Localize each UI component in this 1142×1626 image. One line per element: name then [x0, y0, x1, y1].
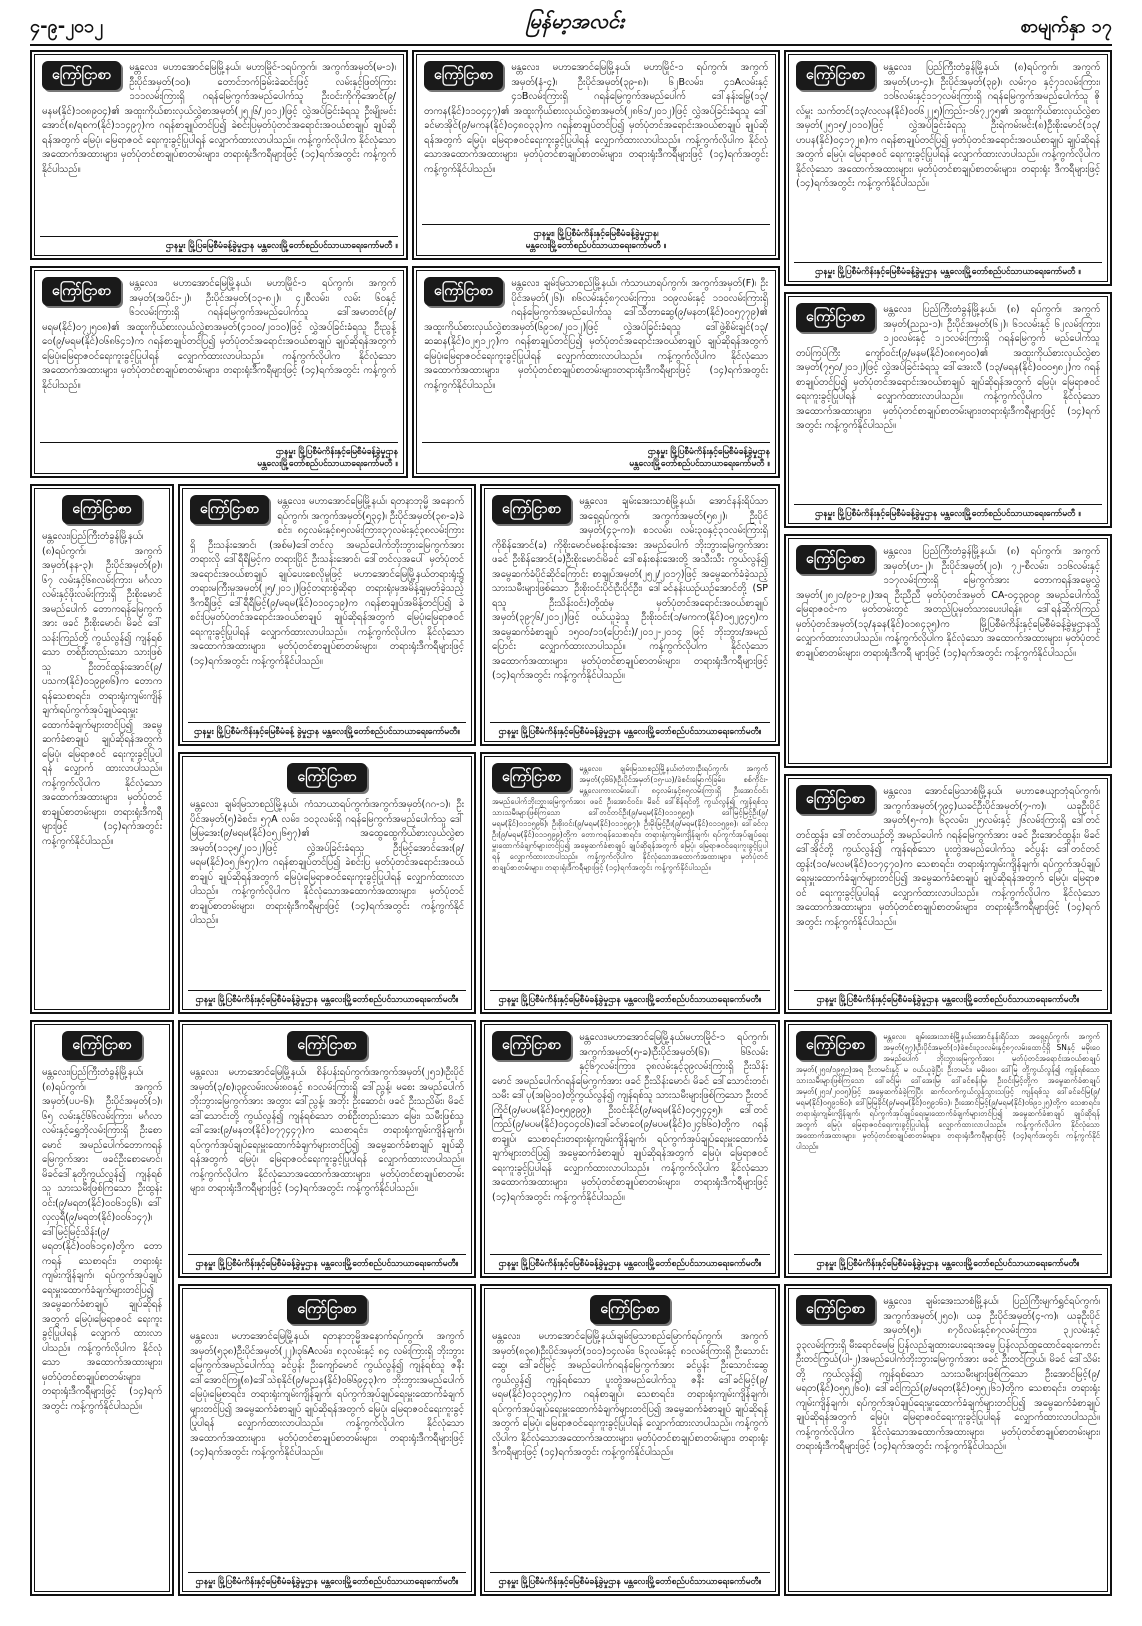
- notice-footer: [422, 224, 770, 252]
- legal-notice: [480, 1020, 780, 1278]
- notice-badge: ကြော်ငြာစာ: [424, 61, 503, 90]
- notice-footer: [422, 442, 770, 470]
- notice-badge: ကြော်ငြာစာ: [62, 495, 141, 524]
- legal-notice: [178, 1020, 476, 1278]
- notice-badge: ကြော်ငြာစာ: [796, 785, 875, 814]
- notice-badge: ကြော်ငြာစာ: [796, 545, 875, 574]
- notice-footer: [40, 236, 398, 252]
- notice-footer-line: မန္တလေးမြို့တော်စည်ပင်သာယာရေးကော်မတီ ။: [525, 241, 667, 251]
- notice-footer-line: ဌာနမှူး မြို့ပြစီမံကိန်းနှင့်မြေစီမံခန့်ခွဲမှုဌာန: [275, 447, 398, 457]
- notice-footer-line: ဌာနမှူး မြို့ပြစီမံကိန်းနှင့်မြေစီမံခန့်ခွဲမှုဌာန မန္တလေးမြို့တော်စည်ပင်သာယာရေးကော်မတီ။: [195, 1577, 459, 1587]
- notice-body: မန္တလေး၊ ချမ်းမြသာစည်မြို့နယ်၊ ကံသာယာရပ်ကွက်၊ အကွက်အမှတ်(F)၊ ဦးပိုင်အမှတ်(၂၆)၊ ၈၆လမ်းနှင့်၈၇လမ်းကြား၊ ၁၀၉လမ်းနှင့် ၁၁၀လမ်းကြားရှိ ဂရန်မြေကွက်အမည်ပေါက်သူ ဒေါ်သီတာဆွေ(၉/မနတ(နိုင်)၀၀၅၇၇၉)၏ အထူးကိုယ်စားလှယ်လွှဲစာအမှတ်(၆၉၁၈/၂၀၁၂)ဖြင့် လွှဲအပ်ခြင်းခံရသူ ဒေါ်ဖွဲ့စိမ်းချင်(၁၃/ဆဆန(နိုင်)၀၂၅၁၂၇)က ဂရန်စာချုပ်တင်ပြ၍ မှတ်ပုံတင်အရောင်းအဝယ်စာချုပ် ချုပ်ဆိုရန်အတွက် မြေပုံ၊မြေရာဇဝင်ရေးကူးခွင့်ပြုပါရန် လျှောက်ထားလာပါသည်။ ကန့်ကွက်လိုပါက နိုင်လုံသောအထောက်အထားများ၊ မှတ်ပုံတင်စာချုပ်စာတမ်းများ၊တရားရုံးဒီကရီများဖြင့် (၁၄)ရက်အတွင်း ကန့်ကွက်နိုင်ပါသည်။: [424, 278, 768, 391]
- notice-footer-line: ဌာနမှူး မြို့ပြမြေစီမံခန့်ခွဲမှုဌာန မန္တလေးမြို့တော်စည်ပင်သာယာရေးကော်မတီ ။: [165, 241, 398, 251]
- legal-notice: [480, 752, 780, 1014]
- page-number: စာမျက်နှာ ၁၇: [1020, 16, 1112, 37]
- notice-footer: [490, 1572, 770, 1588]
- notice-badge: ကြော်ငြာစာ: [796, 1031, 875, 1060]
- notice-footer: [490, 722, 770, 738]
- notice-footer: [188, 1254, 466, 1270]
- notice-footer-line: ဌာနမှူး မြို့ပြစီမံကိန်းနှင့်မြေစီမံခန့်ခွဲမှုဌာန မန္တလေးမြို့တော်စည်ပင်သာယာရေးကော်မတီ ။: [815, 267, 1081, 277]
- notice-body: မန္တလေး၊ မဟာအောင်မြေမြို့နယ်၊ ရတနာဘုမ္မိအနောက်ရပ်ကွက်၊ အကွက်အမှတ်(၅၃၈)ဦးပိုင်အမှတ်(၂၂)၊၃၆Aလမ်း၊ ၈၃လမ်းနှင့် ၈၄ လမ်းကြားရှိ ဘိုးဘွားမြေကွက်အမည်ပေါက်သူ ခင်ပွန်း ဦးကျော်မောင် ကွယ်လွန်၍ ကျန်ရစ်သူ ဇနီး ဒေါ်အောင်ကြူ(၈)ဒေါ်သဲစုနိုင်(၉/မညန(နိုင်)၀၆၆၉၄၃)က ဘိုးဘွားအမည်ပေါက် မြေပုံ၊မြေစာရင်း၊ တရားရုံးကျမ်းကျိန်ချက်၊ ရပ်ကွက်အုပ်ချုပ်ရေးမှူးထောက်ခံချက်များတင်ပြ၍ အမွေဆက်ခံစာချုပ် ချုပ်ဆိုရန်အတွက် မြေပုံ၊ မြေရာဇဝင်ရေးကူးခွင့်ပြုပါရန် လျှောက်ထားလာပါသည်။ ကန့်ကွက်လိုပါက နိုင်လုံသောအထောက်အထားများ၊ မှတ်ပုံတင်စာချုပ်စာတမ်းများ၊ တရားရုံးဒီကရီများဖြင့် (၁၄)ရက်အတွင်း ကန့်ကွက်နိုင်ပါသည်။: [190, 1331, 464, 1458]
- notice-footer-line: ဌာနမှူး၊ မြို့ပြစီမံကိန်းနှင့်မြေစီမံခန့်ခွဲမှုဌာန၊: [533, 229, 659, 239]
- legal-notice: [784, 1284, 1112, 1596]
- notice-body: မန္တလေး၊ မဟာအောင်မြေမြို့နယ်၊ချမ်းမြသာစည်မြောက်ရပ်ကွက်၊ အကွက်အမှတ်(၈၃၈)၊ဦးပိုင်အမှတ်(၁၀၁)၁၄လမ်း၊ ၆၃လမ်းနှင့် ၈၁လမ်းကြားရှိ ဦးသောင်းဆွေ၊ ဒေါ်ခင်မြင့် အမည်ပေါက်ဂရန်မြေကွက်အား ခင်ပွန်း ဦးသောင်းဆွေ ကွယ်လွန်၍ ကျန်ရစ်သော ပူးတွဲအမည်ပေါက်သူ ဇနီး ဒေါ်ခင်မြင့်(၉/မရမ(နိုင်)၀၃၁၃၅၄)က ဂရန်စာချုပ်၊ သေစာရင်း၊ တရားရုံးကျမ်းကျိန်ချက်၊ ရပ်ကွက်အုပ်ချုပ်ရေးမှူးထောက်ခံချက်များတင်ပြ၍ အမွေဆက်ခံစာချုပ် ချုပ်ဆိုရန်အတွက် မြေပုံ၊ မြေရာဇဝင်ရေးကူးခွင့်ပြုပါရန် လျှောက်ထားလာပါသည်။ ကန့်ကွက်လိုပါက နိုင်လုံသောအထောက်အထားများ၊ မှတ်ပုံတင်စာချုပ်စာတမ်းများ၊ တရားရုံးဒီကရီများဖြင့် (၁၄)ရက်အတွင်း ကန့်ကွက်နိုင်ပါသည်။: [492, 1331, 768, 1458]
- notice-badge: ကြော်ငြာစာ: [492, 1031, 571, 1060]
- notice-body: မန္တလေး၊ပြည်ကြီးတံခွန်မြို့နယ်၊ (၈)ရပ်ကွက်၊ အကွက်အမှတ်(ပပ-၆)၊ ဦးပိုင်အမှတ်(၁)၊ ၆၅ လမ်းနှင့်၆၆လမ်းကြား၊ မင်္ဂလာလမ်းနှင့်ရွှေဘိုလမ်းကြားရှိ ဦးစောမောင် အမည်ပေါက်တောကရန်မြေကွက်အား ဖခင်ဦးစောမောင်၊မိခင်ဒေါ်နုတို့ကွယ်လွန်၍ ကျန်ရစ်သူ သားသမီးဖြစ်ကြသော ဦးထွန်းဝင်း(၉/မရတ(နိုင်)၀၀၆၁၄၆)၊ ဒေါ်လှလှရီ(၉/မရတ(နိုင်)၀၀၆၁၄၇)၊ ဒေါ်မြင့်မြင့်သိန်း(၉/မရတ(နိုင်)၀၀၆၁၄၈)တို့က တောကရန် သေစာရင်း၊ တရားရုံးကျမ်းကျိန်ချက်၊ ရပ်ကွက်အုပ်ချုပ်ရေးမှူးထောက်ခံချက်များတင်ပြ၍ အမွေဆက်ခံစာချုပ် ချုပ်ဆိုရန်အတွက် မြေပုံ၊မြေရာဇဝင် ရေးကူးခွင့်ပြုပါရန် လျှောက် ထားလာပါသည်။ ကန့်ကွက်လိုပါက နိုင်လုံသော အထောက်အထားများ၊မှတ်ပုံတင်စာချုပ်စာတမ်းများ၊ တရားရုံးဒီကရီများဖြင့် (၁၄)ရက်အတွင်း ကန့်ကွက်နိုင်ပါသည်။: [42, 1067, 162, 1412]
- notice-body: မန္တလေး၊ ချမ်းအေးသာစံမြို့နယ်၊ အောင်နန်းရိပ်သာ အရှေ့ရပ်ကွက်၊ အကွက်အမှတ်(၅၈၂)၊ ဦးပိုင်အမှတ်(၄၃-က)၊ စ၁လမ်း၊ လမ်း၃၀နှင့်၃၁လမ်းကြားရှိ ကိုစိန်အောင်(ခ) ကိုစိုးမောင်မစန်းစန်းအေး အမည်ပေါက် ဘိုးဘွားမြေကွက်အား ဖခင် ဦးစိန်အောင်(ခ)ဦးစိုးမောင်၊မိခင် ဒေါ်စန်းစန်းအေးတို့ အသီးသီး ကွယ်လွန်၍ အမွေဆက်ခံပိုင်ဆိုင်ကြောင်း စာချုပ်အမှတ်(၂၅၂/၂၀၁၇)ဖြင့် အမွေဆက်ခံခဲ့သည့် သားသမီးများဖြစ်သော ဦးစိုးဝင်းပိုင်၊ဦးပိုင်ဦး၊ ဒေါ်ခင်နန်းယဉ်ယဉ်အောင်တို့ (SP ရသူ ဦးသိန်းဝင်း)တို့ထံမှ မှတ်ပုံတင်အရောင်းအဝယ်စာချုပ်အမှတ်(၃၉၇၆/၂၀၁၂)ဖြင့် ဝယ်ယူခဲ့သူ ဦးစိုးဝင်း(၁/မကက(နိုင်)၀၅၂၉၄၅)က အမွေဆက်ခံစာချုပ် ၁၅၀၀/၁၁(ပြောင်း)/၂၀၁၂-၂၀၁၄ ဖြင့် ဘိုးဘွား/အမည်ပြောင်း လျှောက်ထားလာပါသည်။ ကန့်ကွက်လိုပါက နိုင်လုံသော အထောက်အထားများ၊ မှတ်ပုံတင်စာချုပ်စာတမ်းများ၊ တရားရုံးဒီကရီများဖြင့် (၁၄)ရက်အတွင်း ကန့်ကွက်နိုင်ပါသည်။: [492, 496, 768, 681]
- legal-notice: [480, 484, 780, 746]
- notice-footer-line: ဌာနမှူး မြို့ပြစီမံကိန်းနှင့်မြေစီမံခန့်ခွဲမှုဌာန မန္တလေးမြို့တော်စည်ပင်သာယာရေးကော်မတီ။: [498, 1577, 762, 1587]
- legal-notice: [178, 752, 476, 1014]
- notice-footer-line: မန္တလေးမြို့တော်စည်ပင်သာယာရေးကော်မတီ ။: [629, 459, 770, 469]
- notice-badge: ကြော်ငြာစာ: [590, 1295, 669, 1324]
- notice-footer-line: ဌာနမှူး မြို့ပြစီမံကိန်းနှင့်မြေစီမံခန့်ခွဲမှုဌာန မန္တလေးမြို့တော်စည်ပင်သာယာရေးကော်မတီ ။: [815, 509, 1081, 519]
- notice-body: မန္တလေး၊ ချမ်းအေးသာစံမြို့နယ်၊ ပြည်ကြီးမျက်ရွှင်ရပ်ကွက်၊အကွက်အမှတ်(၂၅၀)၊ ယခု ဦးပိုင်အမှတ်(၄-က)၊ ယခုဦးပိုင်အမှတ်(၅)၊ ၈၇ဝိလမ်းနှင့်၈၇လမ်းကြား၊ ၃၂လမ်းနှင့် ၃၃လမ်းကြားရှိ မီးရောင်မေမြ ပြန်လည်ချထားပေးရေးအမွေ ပြန်လည်ထူထောင်ရေးကောင်း ဦးတင်ကြွယ်(ပါ-၂)အမည်ပေါက်ဘိုးဘွားမြေကွက်အား ဖခင် ဦးတင်ကြွယ်၊ မိခင် ဒေါ်သိမ်းတို့ ကွယ်လွန်၍ ကျန်ရစ်သော သားသမီးများဖြစ်ကြသော ဦးအောင်မြင့်(၉/မရတ(နိုင်)၀၅၅၂၆၀)၊ ဒေါ်ခင်ကြည်(၉/မရတ(နိုင်)၀၅၅၂၆၁)တို့က သေစာရင်း၊ တရားရုံးကျမ်းကျိန်ချက်၊ ရပ်ကွက်အုပ်ချုပ်ရေးမှူးထောက်ခံချက်များတင်ပြ၍ အမွေဆက်ခံစာချုပ် ချုပ်ဆိုရန်အတွက် မြေပုံ၊ မြေရာဇဝင်ရေးကူးခွင့်ပြုပါရန် လျှောက်ထားလာပါသည်။ ကန့်ကွက်လိုပါက နိုင်လုံသောအထောက်အထားများ၊ မှတ်ပုံတင်စာချုပ်စာတမ်းများ၊ တရားရုံးဒီကရီများဖြင့် (၁၄)ရက်အတွင်း ကန့်ကွက်နိုင်ပါသည်။: [796, 1296, 1100, 1452]
- notice-footer: [794, 1254, 1102, 1270]
- notice-footer-line: မန္တလေးမြို့တော်စည်ပင်သာယာရေးကော်မတီ ။: [257, 459, 398, 469]
- legal-notice: [30, 266, 408, 478]
- notice-footer: [794, 990, 1102, 1006]
- notice-footer-line: ဌာနမှူး မြို့ပြစီမံကိန်းနှင့်မြေစီမံခန့်ခွဲမှုဌာန မန္တလေးမြို့တော်စည်ပင်သာယာရေးကော်မတီ။: [816, 995, 1080, 1005]
- notice-body: မန္တလေး၊ ပြည်ကြီးတံခွန်မြို့နယ်၊ (၈)ရပ်ကွက်၊ အကွက်အမှတ်(ဟ-၄)၊ ဦးပိုင်အမှတ်(၃၉)၊ လမ်း၇၀ နှင့်၇၁လမ်းကြား၊ ၁၁၆လမ်းနှင့်၁၁၇လမ်းကြားရှိ ဂရန်မြေကွက်အမည်ပေါက်သူ ဇိုလ်မှူး သက်တင်(၁၃/လလန(နိုင်)၀၀၆၂၂၅)ကြည်း-၁၆၇၂၇၅၏ အထူးကိုယ်စားလှယ်လွှဲစာအမှတ်(၂၅၁၅/၂၀၁၀)ဖြင့် လွှဲအပ်ခြင်းခံရသူ ဦးရဲကမ်းမင်း(၈)ဦးစိုးမောင်(၁၃/ဟပန(နိုင်)၀၄၁၇၂၈)က ဂရန်စာချုပ်တင်ပြ၍ မှတ်ပုံတင်အရောင်းအဝယ်စာချုပ် ချုပ်ဆိုရန်အတွက် မြေပုံ၊ မြေရာဇဝင် ရေးကူးခွင့်ပြုပါရန် လျှောက်ထားလာပါသည်။ ကန့်ကွက်လိုပါက နိုင်လုံသော အထောက်အထားများ၊ မှတ်ပုံတင်စာချုပ်စာတမ်းများ၊ တရားရုံး ဒီကရီများဖြင့် (၁၄)ရက်အတွင်း ကန့်ကွက်နိုင်ပါသည်။: [796, 62, 1100, 189]
- notice-badge: ကြော်ငြာစာ: [492, 763, 571, 792]
- notice-footer: [490, 990, 770, 1006]
- legal-notice: [784, 774, 1112, 1014]
- masthead: [30, 8, 1112, 46]
- notice-badge: ကြော်ငြာစာ: [62, 1031, 141, 1060]
- notice-body: မန္တလေး၊ မဟာအောင်မြေမြို့နယ်၊ ရတနာဘုမ္မိ အနောက်ရပ်ကွက်၊ အကွက်အမှတ်(၅၃၄)၊ ဦးပိုင်အမှတ်(၃၈-ခ)ခဲစင်း၊ ၈၄လမ်းနှင့်၈၅လမ်းကြား၊၃၇လမ်းနှင့်၃၈လမ်းကြားရှိ ဦးသန်းအောင်၊ (အစ်မ)ဒေါ်တင်လှ အမည်ပေါက်ဘိုးဘွားမြေကွက်အား တရားလို ဒေါ်ရီရီမြင့်က တရားပြိုင် ဦးသန်းအောင်၊ ဒေါ်တင်လှအပေါ် မှတ်ပုံတင်အရောင်းအဝယ်စာချုပ် ချုပ်ပေးစေလိုမှုဖြင့် မဟာအောင်မြေမြို့နယ်တရားရုံး၌ တရားမကြီးမှုအမှတ်(၂၅/၂၀၁၂)ဖြင့်တရားစွဲဆိုရာ တရားရုံးမှအမိန့်ချမှတ်ခဲ့သည့်ဒီကရီဖြင့် ဒေါ်ရီရီမြင့်(၉/မရမ(နိုင်)၀၁၀၄၁၉)က ဂရန်စာချုပ်အမိန့်တင်ပြ၍ ခဲစင်းပြမှတ်ပုံတင်အရောင်းအဝယ်စာချုပ် ချုပ်ဆိုရန်အတွက် မြေပုံ၊မြေရာဇဝင်ရေးကူးခွင့်ပြုပါရန် လျှောက်ထားလာပါသည်။ ကန့်ကွက်လိုပါက နိုင်လုံသောအထောက်အထားများ၊ မှတ်ပုံတင်စာချုပ်စာတမ်းများ၊ တရားရုံးဒီကရီများဖြင့် (၁၄)ရက်အတွင်း ကန့်ကွက်နိုင်ပါသည်။: [190, 496, 464, 667]
- notice-badge: ကြော်ငြာစာ: [424, 277, 503, 306]
- notice-badge: ကြော်ငြာစာ: [796, 1295, 875, 1324]
- notice-badge: ကြော်ငြာစာ: [190, 495, 269, 524]
- notice-badge: ကြော်ငြာစာ: [287, 1031, 366, 1060]
- notice-body: မန္တလေး၊ပြည်ကြီးတံခွန်မြို့နယ်၊ (၈)ရပ်ကွက်၊ အကွက်အမှတ်(နန-၃)၊ ဦးပိုင်အမှတ်(၉)၊ ၆၇ လမ်းနှင့်၆၈လမ်းကြား၊ မင်္ဂလာလမ်းနှင့်ဖိုးလမ်းကြားရှိ ဦးစိုးမောင် အမည်ပေါက် တောကရန်မြေကွက်အား ဖခင် ဦးစိုးမောင်၊ မိခင် ဒေါ်သန်းကြည်တို့ ကွယ်လွန်၍ ကျန်ရစ်သော တစ်ဦးတည်းသော သားဖြစ်သူ ဦးတင်ထွန်းအောင်(၉/ပသက(နိုင်)၀၁၉၉၈၆)က တောကရန်သေစာရင်း၊ တရားရုံးကျမ်းကျိန်ချက်၊ရပ်ကွက်အုပ်ချုပ်ရေးမှူးထောက်ခံချက်များတင်ပြ၍ အမွေဆက်ခံစာချုပ် ချုပ်ဆိုရန်အတွက် မြေပုံ၊ မြေရာဇဝင် ရေးကူးခွင့်ပြုပါရန် လျှောက် ထားလာပါသည်။ ကန့်ကွက်လိုပါက နိုင်လုံသောအထောက်အထားများ၊ မှတ်ပုံတင်စာချုပ်စာတမ်းများ၊ တရားရုံးဒီကရီများဖြင့် (၁၄)ရက်အတွင်း ကန့်ကွက်နိုင်ပါသည်။: [42, 531, 162, 847]
- notice-body: မန္တလေး၊ မဟာအောင်မြေမြို့နယ်၊ စိန်ပန်းရပ်ကွက်၊အကွက်အမှတ်(၂၅၁)၊ဦးပိုင်အမှတ်(၃/စ)၊၃၉လမ်း၊လမ်း၈၀နှင့် ၈၁လမ်းကြားရှိ ဒေါ်ညွန့်၊ မစေး အမည်ပေါက် ဘိုးဘွားမြေကွက်အား အတွား ဒေါ်ညွန့်၊ အဘိုး ဦးဆောင်၊ ဖခင် ဦးသညိမ်း၊ မိခင် ဒေါ်သောင်းတို့ ကွယ်လွန်၍ ကျန်ရစ်သော တစ်ဦးတည်းသော မြေး၊ သမီးဖြစ်သူ ဒေါ်အေး(၉/မနတ(နိုင်)၀၇၇၄၄၇)က သေစာရင်း၊ တရားရုံးကျမ်းကျိန်ချက်၊ ရပ်ကွက်အုပ်ချုပ်ရေးမှူးထောက်ခံချက်များတင်ပြ၍ အမွေဆက်ခံစာချုပ် ချုပ်ဆိုရန်အတွက် မြေပုံ၊ မြေရာဇဝင်ရေးကူးခွင့်ပြုပါရန် လျှောက်ထားလာပါသည်။ ကန့်ကွက်လိုပါက နိုင်လုံသောအထောက်အထားများ၊ မှတ်ပုံတင်စာချုပ်စာတမ်းများ၊ တရားရုံးဒီကရီများဖြင့် (၁၄)ရက်အတွင်း ကန့်ကွက်နိုင်ပါသည်။: [190, 1067, 464, 1194]
- notice-footer: [490, 1254, 770, 1270]
- notice-body: မန္တလေး၊ မဟာအောင်မြေမြို့နယ်၊ မဟာမြိုင်-၁ ရပ်ကွက်၊ အကွက်အမှတ်(နံ-၄)၊ ဦးပိုင်အမှတ်(၃၉-၈)၊ ၆၂Bလမ်း၊ ၄၁Aလမ်းနှင့် ၄၁Bလမ်းကြားရှိ ဂရန်မြေကွက်အမည်ပေါက် ဒေါ်နန်းမြွေ(၁၃/တကန(နိုင်)၁၁၀၄၄၇)၏ အထူးကိုယ်စားလှယ်လွှဲစာအမှတ်(၂၈၆၁/၂၀၁၂)ဖြင့် လွှဲအပ်ခြင်းခံရသူ ဒေါ်ခင်မာအိုင်(၉/မကန(နိုင်)၀၄၈၀၃၃)က ဂရန်စာချုပ်တင်ပြ၍ မှတ်ပုံတင်အရောင်းအဝယ်စာချုပ် ချုပ်ဆိုရန်အတွက် မြေပုံ၊ မြေရာဇဝင်ရေးကူးခွင့်ပြုပါရန် လျှောက်ထားလာပါသည်။ ကန့်ကွက်လိုပါက နိုင်လုံသောအထောက်အထားများ၊ မှတ်ပုံတင်စာချုပ်စာတမ်းများ၊ တရားရုံးဒီကရီများဖြင့် (၁၄)ရက်အတွင်း ကန့်ကွက်နိုင်ပါသည်။: [424, 62, 768, 175]
- newspaper-logo: မြန်မာ့အလင်း: [525, 9, 625, 33]
- notice-footer-line: ဌာနမှူး မြို့ပြစီမံကိန်းနှင့်မြေစီမံခန့်ခွဲမှုဌာန မန္တလေးမြို့တော်စည်ပင်သာယာရေးကော်မတီ။: [195, 1259, 459, 1269]
- notice-footer: [794, 504, 1102, 520]
- notice-body: မန္တလေး၊မဟာအောင်မြေမြို့နယ်၊မဟာမြိုင်-၁ ရပ်ကွက်၊အကွက်အမှတ်(၅-ခ)၊ဦးပိုင်အမှတ်(၆)၊ ၆၆လမ်းနှင့်၆၇လမ်းကြား၊ ၃၈လမ်းနှင့်၃၉လမ်းကြားရှိ ဦးသိန်းမောင် အမည်ပေါက်ဂရန်မြေကွက်အား ဖခင် ဦးသိန်းမောင်၊ မိခင် ဒေါ်သောင်းတင်၊ သမီး ဒေါ်ပု(အမြဲ၁၀)တို့ကွယ်လွန်၍ ကျန်ရစ်သူ သားသမီးများဖြစ်ကြသော ဦးတင်ကြိုင်(၉/မပမ(နိုင်)၀၅၅၉၉၉)၊ ဦးဝင်းနိုင်(၉/မရမ(နိုင်)၀၄၅၄၄၅)၊ ဒေါ်တင်ကြည်(၉/မပမ(နိုင်)၀၄၀၄၀၆)၊ဒေါ်ခင်မာဝေ(၉/မပမ(နိုင်)၀၂၄၆၆၀)တို့က ဂရန်စာချုပ်၊ သေစာရင်း၊တရားရုံးကျမ်းကျိန်ချက်၊ ရပ်ကွက်အုပ်ချုပ်ရေးမှူးထောက်ခံချက်များတင်ပြ၍ အမွေဆက်ခံစာချုပ် ချုပ်ဆိုရန်အတွက် မြေပုံ၊ မြေရာဇဝင်ရေးကူးခွင့်ပြုပါရန် လျှောက်ထားလာပါသည်။ ကန့်ကွက်လိုပါက နိုင်လုံသောအထောက်အထားများ၊ မှတ်ပုံတင်စာချုပ်စာတမ်းများ၊ တရားရုံးဒီကရီများဖြင့် (၁၄)ရက်အတွင်း ကန့်ကွက်နိုင်ပါသည်။: [492, 1032, 768, 1203]
- legal-notice: [784, 1020, 1112, 1278]
- notice-footer-line: ဌာနမှူး မြို့ပြစီမံကိန်းနှင့်မြေစီမံခန့်ခွဲမှုဌာန မန္တလေးမြို့တော်စည်ပင်သာယာရေးကော်မတီ။: [195, 995, 459, 1005]
- legal-notice: [784, 534, 1112, 768]
- notice-footer-line: ဌာနမှူး မြို့ပြစီမံကိန်းနှင့်မြေစီမံခန့်ခွဲမှုဌာန မန္တလေးမြို့တော်စည်ပင်သာယာရေးကော်မတီ။: [498, 727, 762, 737]
- notice-body: မန္တလေး၊ အောင်မြေသာစံမြို့နယ်၊ မဟာဇေယျာဘုံရပ်ကွက်၊အကွက်အမှတ်(၇၉၄)ယခင်ဦးပိုင်အမှတ်(၇-က)၊ ယခုဦးပိုင်အမှတ်(၅-က)၊ ၆၃လမ်း၊ ၂၅လမ်းနှင့် ၂၆လမ်းကြားရှိ ဒေါ်တင်တင်ထွန်း၊ ဒေါ်တင်တယဉ်တို့ အမည်ပေါက် ဂရန်မြေကွက်အား ဖခင် ဦးအောင်ထွန်း၊ မိခင် ဒေါ်အိုင်တို့ ကွယ်လွန်၍ ကျန်ရစ်သော ပူးတွဲအမည်ပေါက်သူ ခင်ပွန်း ဒေါ်တင်တင်ထွန်း(၁၀/မလမ(နိုင်)၀၁၇၄၇၀)က သေစာရင်း၊ တရားရုံးကျမ်းကျိန်ချက်၊ ရပ်ကွက်အုပ်ချုပ်ရေးမှူးထောက်ခံချက်များတင်ပြ၍ အမွေဆက်ခံစာချုပ် ချုပ်ဆိုရန်အတွက် မြေပုံ၊ မြေရာဇဝင် ရေးကူးခွင့်ပြုပါရန် လျှောက်ထားလာပါသည်။ ကန့်ကွက်လိုပါက နိုင်လုံသော အထောက်အထားများ၊ မှတ်ပုံတင်စာချုပ်စာတမ်းများ၊ တရားရုံးဒီကရီများဖြင့် (၁၄)ရက်အတွင်း ကန့်ကွက်နိုင်ပါသည်။: [796, 786, 1100, 928]
- issue-date: ၄-၉-၂၀၁၂: [30, 16, 104, 37]
- notice-badge: ကြော်ငြာစာ: [796, 61, 875, 90]
- notice-footer: [40, 442, 398, 470]
- notice-footer-line: ဌာနမှူး မြို့ပြစီမံကိန်းနှင့်မြေစီမံခန့်ခွဲမှုဌာန မန္တလေးမြို့တော်စည်ပင်သာယာရေးကော်မတီ။: [816, 1259, 1080, 1269]
- notice-footer-line: ဌာနမှူး မြို့ပြစီမံကိန်းနှင့်မြေစီမံခန့်ခွဲမှုဌာန မန္တလေးမြို့တော်စည်ပင်သာယာရေးကော်မတီ။: [498, 1259, 762, 1269]
- notice-body: မန္တလေး၊ မဟာအောင်မြေမြို့နယ်၊ မဟာမြိုင်-၁ရပ်ကွက်၊ အကွက်အမှတ်(မ-၁)၊ ဦးပိုင်အမှတ်(၁၀)၊ တောင်ဘက်ခြမ်းခဲဆင်းဖြင့် လမ်းနှင့်ဖြတ်ကြား ၁၁၁လမ်းကြားရှိ ဂရန်မြေကွက်အမည်ပေါက်သူ ဦးဝင်းကိုကိုအောင်(၉/မနမ(နိုင်)၁၀၈၉၀၄)၏ အထူးကိုယ်စားလှယ်လွှဲစာအမှတ်(၂၅၂၆/၂၀၁၂)ဖြင့် လွှဲအပ်ခြင်းခံရသူ ဦးမျိုးမင်းအောင်(၈/ရစက(နိုင်)၁၁၄၉၇)က ဂရန်စာချုပ်တင်ပြ၍ ခဲစင်းပြမှတ်ပုံတင်အရောင်းအဝယ်စာချုပ် ချုပ်ဆိုရန်အတွက် မြေပုံ၊ မြေရာဇဝင် ရေးကူးခွင့်ပြုပါရန် လျှောက်ထားလာပါသည်။ ကန့်ကွက်လိုပါက နိုင်လုံသောအထောက်အထားများ၊ မှတ်ပုံတင်စာချုပ်စာတမ်းများ၊ တရားရုံးဒီကရီများဖြင့် (၁၄)ရက်အတွင်း ကန့်ကွက်နိုင်ပါသည်။: [42, 62, 396, 175]
- notice-body: မန္တလေး၊ ချမ်းမြသာစည်မြို့နယ်၊ ကံသာယာရပ်ကွက်၊အကွက်အမှတ်(ဂဂ-၁)၊ ဦးပိုင်အမှတ်(၅)ခဲစင်း၊ ၅၇A လမ်း၊ ၁၀၃လမ်းရှိ ဂရန်မြေကွက်အမည်ပေါက်သူ ဒေါ်မြမြအေး(၉/မရမ(နိုင်)၀၅၂၆၅၇)၏ အထွေထွေကိုယ်စားလှယ်လွှဲစာအမှတ်(၁၁၃၅/၂၀၁၂)ဖြင့် လွှဲအပ်ခြင်းခံရသူ ဦးမြင့်အောင်အေး(၉/မရမ(နိုင်)၀၅၂၆၅၇)က ဂရန်စာချုပ်တင်ပြ၍ ခဲစင်းပြ မှတ်ပုံတင်အရောင်းအဝယ်စာချုပ် ချုပ်ဆိုရန်အတွက် မြေပုံ၊မြေရာဇဝင်ရေးကူးခွင့်ပြုပါရန် လျှောက်ထားလာပါသည်။ ကန့်ကွက်လိုပါက နိုင်လုံသောအထောက်အထားများ၊ မှတ်ပုံတင်စာချုပ်စာတမ်းများ၊ တရားရုံးဒီကရီများဖြင့် (၁၄)ရက်အတွင်း ကန့်ကွက်နိုင်ပါသည်။: [190, 799, 464, 926]
- notice-footer: [188, 990, 466, 1006]
- notice-badge: ကြော်ငြာစာ: [796, 303, 875, 332]
- notice-footer-line: ဌာနမှူး မြို့ပြစီမံကိန်းနှင့်မြေစီမံခန့်ခွဲမှုဌာန: [647, 447, 770, 457]
- notice-footer: [188, 722, 466, 738]
- notice-body: မန္တလေး၊ ပြည်ကြီးတံခွန်မြို့နယ်၊ (၈) ရပ်ကွက်၊ အကွက်အမှတ်(ဟ-၂)၊ ဦးပိုင်အမှတ်(၂၀)၊ ၇၂-စီလမ်း၊ ၁၁၆လမ်းနှင့် ၁၁၇လမ်းကြားရှိ မြေကွက်အား တောကရန်အမွေလွှဲအမှတ်(၂၈၂၀/၉၁-၉၂)အရ ဦးညီညီ မှတ်ပုံတင်အမှတ် CA-၀၄၃၉၀၉ အမည်ပေါက်သို့ မြေရာဇဝင်-က မှတ်တမ်းတွင် အတည်ပြုမှတ်သားပေးပါရန်။ ဒေါ်ရန်ဆိုက်ကြည် မှတ်ပုံတင်အမှတ်(၁၃/နခန(နိုင်)၀၁၈၄၃၅)က မြို့ပြစီမံကိန်းနှင့်မြေစီမံခန့်ခွဲမှုဌာနသို့ လျှောက်ထားလာပါသည်။ ကန့်ကွက်လိုပါက နိုင်လုံသော အထောက်အထားများ၊ မှတ်ပုံတင်စာချုပ်စာတမ်းများ၊ တရားရုံးဒီကရီ များဖြင့် (၁၄)ရက်အတွင်း ကန့်ကွက်နိုင်ပါသည်။: [796, 546, 1100, 659]
- notice-body: မန္တလေး၊ ပြည်ကြီးတံခွန်မြို့နယ်၊ (၈) ရပ်ကွက်၊ အကွက်အမှတ်(ညည-၁)၊ ဦးပိုင်အမှတ်(၆၂)၊ ၆၁လမ်းနှင့် ၆၂လမ်းကြား၊ ၁၂၀လမ်းနှင့် ၁၂၁လမ်းကြားရှိ ဂရန်မြေကွက် မည်ပေါက်သူ တပ်ကြပ်ကြီး ကျော်ဝင်း(၉/မနမ(နိုင်)၀၈၈၅၀၀)၏ အထူးကိုယ်စားလှယ်လွှဲစာအမှတ်(၇၅၀/၂၀၁၂)ဖြင့် လွှဲအပ်ခြင်းခံရသူ ဒေါ်အေးလီ (၁၃/မရန(နိုင်)၀၀၀၅၈၂)က ဂရန်စာချုပ်တင်ပြ၍ မှတ်ပုံတင်အရောင်းအဝယ်စာချုပ် ချုပ်ဆိုရန်အတွက် မြေပုံ၊ မြေရာဇဝင် ရေးကူးခွင့်ပြုပါရန် လျှောက်ထားလာပါသည်။ ကန့်ကွက်လိုပါက နိုင်လုံသောအထောက်အထားများ၊ မှတ်ပုံတင်စာချုပ်စာတမ်းများ၊တရားရုံးဒီကရီများဖြင့် (၁၄)ရက်အတွင်း ကန့်ကွက်နိုင်ပါသည်။: [796, 304, 1100, 431]
- legal-notice: [30, 484, 174, 1014]
- notice-footer: [794, 262, 1102, 278]
- notice-badge: ကြော်ငြာစာ: [287, 1295, 366, 1324]
- notice-badge: ကြော်ငြာစာ: [42, 61, 121, 90]
- legal-notice: [30, 1020, 174, 1596]
- legal-notice: [412, 50, 780, 260]
- notice-badge: ကြော်ငြာစာ: [492, 495, 571, 524]
- legal-notice: [784, 50, 1112, 286]
- legal-notice: [412, 266, 780, 478]
- notice-badge: ကြော်ငြာစာ: [287, 763, 366, 792]
- notice-footer-line: ဌာနမှူး မြို့ပြစီမံကိန်းနှင့်မြေစီမံခန့် ခွဲမှုဌာန မန္တလေးမြို့တော်စည်ပင်သာယာရေးကော်မတီ။: [194, 727, 460, 737]
- notice-footer: [188, 1572, 466, 1588]
- legal-notice: [30, 50, 408, 260]
- notice-body: မန္တလေး၊ ချမ်းအေးသာစံမြို့နယ်၊အောင်နန်းရိပ်သာ အရှေ့ရပ်ကွက်၊ အကွက်အမှတ်(၅၇)၊ဦးပိုင်အမှတ်(၁)ခဲစင်း၊၃၁လမ်းနှင့်၈၇လမ်းထောင့်ရှိ SNနှင့် မမိုးဝေ အမည်ပေါက် ဘိုးဘွားမြေကွက်အား မှတ်ပုံတင်အရောင်းအဝယ်စာချုပ်အမှတ်(၂၅၀/၁၉၅၁)အရ ဦးဘမင်းနှင့် မ ဝယ်ယူခဲ့ပြီး ဦးဘမင်း၊ မမိုးဝေ၊ ဒေါ်မြ တို့ကွယ်လွန်၍ ကျန်ရစ်သော သားသမီးများဖြစ်ကြသော ဒေါ်ခင်မြ၊ ဒေါ်အေးမြ၊ ဒေါ်ခင်စန်းမြ၊ ဦးဝင်းမြင့်တို့က အမွေဆက်ခံစာချုပ်အမှတ်(၂၅၁/၂၀၀၅)ဖြင့် အမွေဆက်ခံခဲ့ကြပြီး ဆက်လက်ကွယ်လွန်သွားသဖြင့် ကျန်ရစ်သူ ဒေါ်ခင်ခင်မြ(၉/မရမ(နိုင်)၀၅၉၁၆၀)၊ ဒေါ်မြမြခိုင်(၉/မရမ(နိုင်)၀၅၉၁၆၁)၊ ဦးအောင်မြင့်(၉/မရမ(နိုင်)၀၆၉၁၂၅)တို့က သေစာရင်း၊တရားရုံးကျမ်းကျိန်ချက်၊ ရပ်ကွက်အုပ်ချုပ်ရေးမှူးထောက်ခံချက်များတင်ပြ၍ အမွေဆက်ခံစာချုပ် ချုပ်ဆိုရန်အတွက် မြေပုံ၊ မြေရာဇဝင်ရေးကူးခွင့်ပြုပါရန် လျှောက်ထားလာပါသည်။ ကန့်ကွက်လိုပါက နိုင်လုံသောအထောက်အထားများ၊ မှတ်ပုံတင်စာချုပ်စာတမ်းများ၊ တရားရုံးဒီကရီများဖြင့် (၁၄)ရက်အတွင်း ကန့်ကွက်နိုင်ပါသည်။: [796, 1032, 1100, 1151]
- legal-notice: [480, 1284, 780, 1596]
- notice-body: မန္တလေး၊ မဟာအောင်မြေမြို့နယ်၊ မဟာမြိုင်-၁ ရပ်ကွက်၊ အကွက်အမှတ်(အပိုင်း-၂)၊ ဦးပိုင်အမှတ်(၁၃-၈၂)၊ ၄၂စီလမ်း၊ လမ်း ၆၀နှင့် ၆၁လမ်းကြားရှိ ဂရန်မြေကွက်အမည်ပေါက်သူ ဒေါ်အမာတင်(၉/မရမ(နိုင်)၀၇၂၅၀၈)၏ အထူးကိုယ်စားလှယ်လွှဲစာအမှတ်(၄၁၀၀/၂၀၁၀)ဖြင့် လွှဲအပ်ခြင်းခံရသူ ဦးညွန့်ဝေ(၉/မရမ(နိုင်)၀၆၈၆၄၁)က ဂရန်စာချုပ်တင်ပြ၍ မှတ်ပုံတင်အရောင်းအဝယ်စာချုပ် ချုပ်ဆိုရန်အတွက် မြေပုံ၊မြေရာဇဝင်ရေးကူးခွင့်ပြုပါရန် လျှောက်ထားလာပါသည်။ ကန့်ကွက်လိုပါက နိုင်လုံသောအထောက်အထားများ၊ မှတ်ပုံတင်စာချုပ်စာတမ်းများ၊ တရားရုံးဒီကရီများဖြင့် (၁၄)ရက်အတွင်း ကန့်ကွက်နိုင်ပါသည်။: [42, 278, 396, 391]
- notice-footer-line: ဌာနမှူး မြို့ပြစီမံကိန်းနှင့်မြေစီမံခန့်ခွဲမှုဌာန မန္တလေးမြို့တော်စည်ပင်သာယာရေးကော်မတီ။: [498, 995, 762, 1005]
- notice-badge: ကြော်ငြာစာ: [42, 277, 121, 306]
- legal-notice: [178, 1284, 476, 1596]
- legal-notice: [178, 484, 476, 746]
- notice-body: မန္တလေး၊ ချမ်းမြသာစည်မြို့နယ်၊တံတားဦးရပ်ကွက်၊ အကွက်အမှတ်(၄၆၆)၊ဦးပိုင်အမှတ်(၁၅-ယ)/ခဲစင်းမြောက်ခြမ်း၊ စစ်ကိုင်း- မန္တလေးကားလမ်းပေါ်၊ ၈၄လမ်းနှင့်၈၅လမ်းကြားရှိ ဦးအောင်ဝင်း အမည်ပေါက်ဘိုးဘွားမြေကွက်အား ဖခင် ဦးအောင်ဝင်း၊ မိခင် ဒေါ်စိန်ရင်တို့ ကွယ်လွန်၍ ကျန်ရစ်သူ သားသမီးများဖြစ်ကြသော ဒေါ်တင်တင်ဦး(၉/မရမ(နိုင်)၀၁၁၅၉၅)၊ ဒေါ်မြင့်မြင့်ဦး(၉/မရမ(နိုင်)၀၁၁၅၉၆)၊ ဦးစိုးဝင်း(၉/မရမ(နိုင်)၀၁၁၅၉၇)၊ ဦးမိုးမြင့်ဦး(၉/မရမ(နိုင်)၀၁၁၅၉၈)၊ ဒေါ်ခင်လှဦး(၉/မရမ(နိုင်)၀၁၁၅၉၉)တို့က တောကရန်သေစာရင်း၊ တရားရုံးကျမ်းကျိန်ချက်၊ ရပ်ကွက်အုပ်ချုပ်ရေးမှူးထောက်ခံချက်များတင်ပြ၍ အမွေဆက်ခံစာချုပ် ချုပ်ဆိုရန်အတွက် မြေပုံ၊ မြေရာဇဝင်ရေးကူးခွင့်ပြုပါရန် လျှောက်ထားလာပါသည်။ ကန့်ကွက်လိုပါက နိုင်လုံသောအထောက်အထားများ၊ မှတ်ပုံတင်စာချုပ်စာတမ်းများ၊ တရားရုံးဒီကရီများဖြင့် (၁၄)ရက်အတွင်း ကန့်ကွက်နိုင်ပါသည်။: [492, 764, 768, 872]
- legal-notice: [784, 292, 1112, 528]
